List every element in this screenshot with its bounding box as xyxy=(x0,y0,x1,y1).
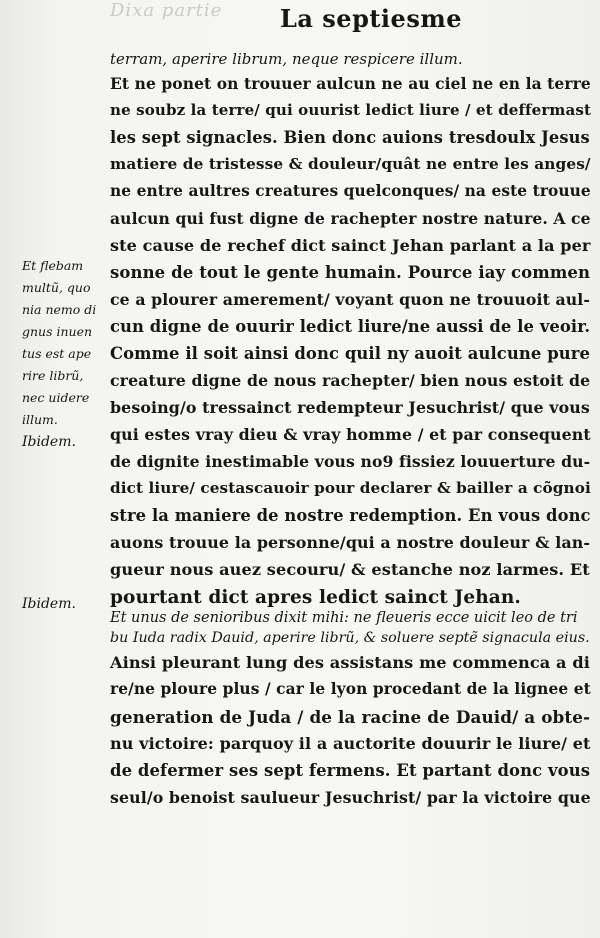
body-line: gueur nous auez secouru/ & estanche noz larmes. Et xyxy=(110,560,590,579)
body-line: qui estes vray dieu & vray homme / et par consequent xyxy=(110,425,591,444)
body-line: Comme il soit ainsi donc quil ny auoit aulcune pure xyxy=(110,344,590,363)
margin-note-line: nec uidere xyxy=(22,390,90,405)
body-line: dict liure/ cestascauoir pour declarer & bailler a cõgnoi xyxy=(110,479,591,497)
body-line: les sept signacles. Bien donc auions tresdoulx Jesus xyxy=(110,128,590,147)
body-line: de defermer ses sept fermens. Et partant donc vous xyxy=(110,761,591,780)
margin-note-line: multũ, quo xyxy=(22,280,91,295)
running-head: La septiesme xyxy=(280,4,462,33)
body-line: ne soubz la terre/ qui ouurist ledict liure / et deffermast xyxy=(110,101,592,119)
body-line: seul/o benoist saulueur Jesuchrist/ par la victoire que xyxy=(110,788,591,807)
body-line: ste cause de rechef dict sainct Jehan parlant a la per xyxy=(110,236,591,255)
body-line: aulcun qui fust digne de rachepter nostre nature. A ce xyxy=(110,209,591,228)
margin-note-line: rire librũ, xyxy=(22,368,84,383)
latin-quote-middle-line-2: bu Iuda radix Dauid, aperire librũ, & soluere septẽ signacula eius. xyxy=(110,630,590,646)
body-line: sonne de tout le gente humain. Pource iay commen xyxy=(110,263,591,282)
margin-reference-ibidem-2: Ibidem. xyxy=(22,596,76,612)
body-line: cun digne de ouurir ledict liure/ne aussi de le veoir. xyxy=(110,317,591,336)
margin-note-line: Et flebam xyxy=(22,258,84,273)
body-line: stre la maniere de nostre redemption. En vous donc xyxy=(110,506,591,525)
margin-note-line: illum. xyxy=(22,412,58,427)
body-line: creature digne de nous rachepter/ bien nous estoit de xyxy=(110,371,591,390)
body-line: generation de Juda / de la racine de Dauid/ a obte- xyxy=(110,707,591,727)
body-line: auons trouue la personne/qui a nostre douleur & lan- xyxy=(110,533,591,552)
body-line: ne entre aultres creatures quelconques/ na este trouue xyxy=(110,182,591,200)
body-line: re/ne ploure plus / car le lyon procedant de la lignee et xyxy=(110,680,591,698)
margin-note-line: tus est ape xyxy=(22,346,92,361)
body-line: Ainsi pleurant lung des assistans me commenca a di xyxy=(110,653,590,672)
body-line: besoing/o tressainct redempteur Jesuchrist/ que vous xyxy=(110,398,590,417)
body-line: Et ne ponet on trouuer aulcun ne au ciel ne en la terre xyxy=(110,74,591,93)
latin-quote-middle-line-1: Et unus de senioribus dixit mihi: ne fleueris ecce uicit leo de tri xyxy=(110,610,578,626)
latin-quote-top: terram, aperire librum, neque respicere illum. xyxy=(110,50,463,68)
body-line: pourtant dict apres ledict sainct Jehan. xyxy=(110,587,521,608)
body-line: ce a plourer amerement/ voyant quon ne trouuoit aul- xyxy=(110,290,590,309)
margin-note-line: gnus inuen xyxy=(22,324,93,339)
body-line: matiere de tristesse & douleur/quât ne entre les anges/ xyxy=(110,155,591,173)
margin-reference-ibidem-1: Ibidem. xyxy=(22,434,76,450)
margin-note-line: nia nemo di xyxy=(22,302,97,317)
body-line: de dignite inestimable vous no9 fissiez louuerture du- xyxy=(110,452,591,471)
show-through-text: Dixa partie xyxy=(110,0,223,21)
body-line: nu victoire: parquoy il a auctorite douurir le liure/ et xyxy=(110,734,591,753)
